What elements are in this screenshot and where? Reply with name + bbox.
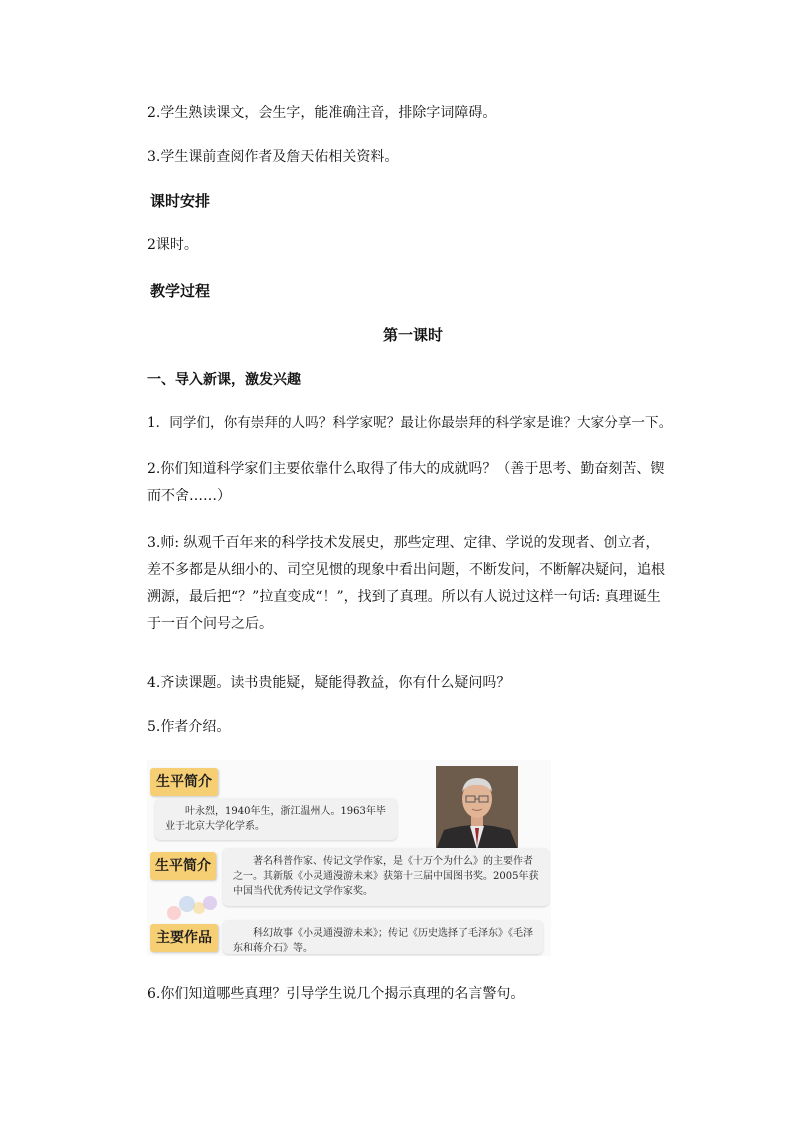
question-5: 5.作者介绍。 [147,719,231,735]
biography-box: 叶永烈，1940年生，浙江温州人。1963年毕业于北京大学化学系。 [155,798,397,840]
heading-schedule: 课时安排 [150,192,211,210]
goal-line-2: 2.学生熟读课文，会生字，能准确注音，排除字词障碍。 [147,105,497,121]
author-intro-card [147,760,551,956]
heading-lesson-1: 第一课时 [382,326,443,344]
author-photo [436,766,518,850]
question-3: 3.师: 纵观千百年来的科学技术发展史，那些定理、定律、学说的发现者、创立者，差不多都是从细小的、司空见惯的现象中看出问题，不断发问，不断解决疑问，追根溯源，最后把“？”拉直变成“！”，找到了真理。所以有人说过这样一句话: 真理诞生于一百个问号之后。 [147,535,665,632]
question-2: 2.你们知道科学家们主要依靠什么取得了伟大的成就吗？（善于思考、勤奋刻苦、锲而不舍……） [147,461,665,504]
question-4: 4.齐读课题。读书贵能疑，疑能得教益，你有什么疑问吗？ [147,675,511,691]
schedule-text: 2课时。 [147,237,198,253]
heading-section-1: 一、导入新课，激发兴趣 [147,372,301,388]
question-1: 1．同学们，你有崇拜的人吗？科学家呢？最让你最崇拜的科学家是谁？大家分享一下。 [147,415,673,431]
works-box: 科幻故事《小灵通漫游未来》；传记《历史选择了毛泽东》《毛泽东和蒋介石》等。 [223,920,543,954]
goal-line-3: 3.学生课前查阅作者及詹天佑相关资料。 [147,149,399,165]
question-6: 6.你们知道哪些真理？引导学生说几个揭示真理的名言警句。 [147,986,525,1002]
tag-biography-2: 生平简介 [150,852,216,880]
tag-biography: 生平简介 [150,768,218,796]
heading-process: 教学过程 [150,282,211,300]
tag-main-works: 主要作品 [150,924,218,952]
career-box: 著名科普作家、传记文学作家，是《十万个为什么》的主要作者之一。其新版《小灵通漫游未来》获第十三届中国图书奖。2005年获中国当代优秀传记文学作家奖。 [223,848,549,906]
author-portrait-icon [436,766,518,850]
